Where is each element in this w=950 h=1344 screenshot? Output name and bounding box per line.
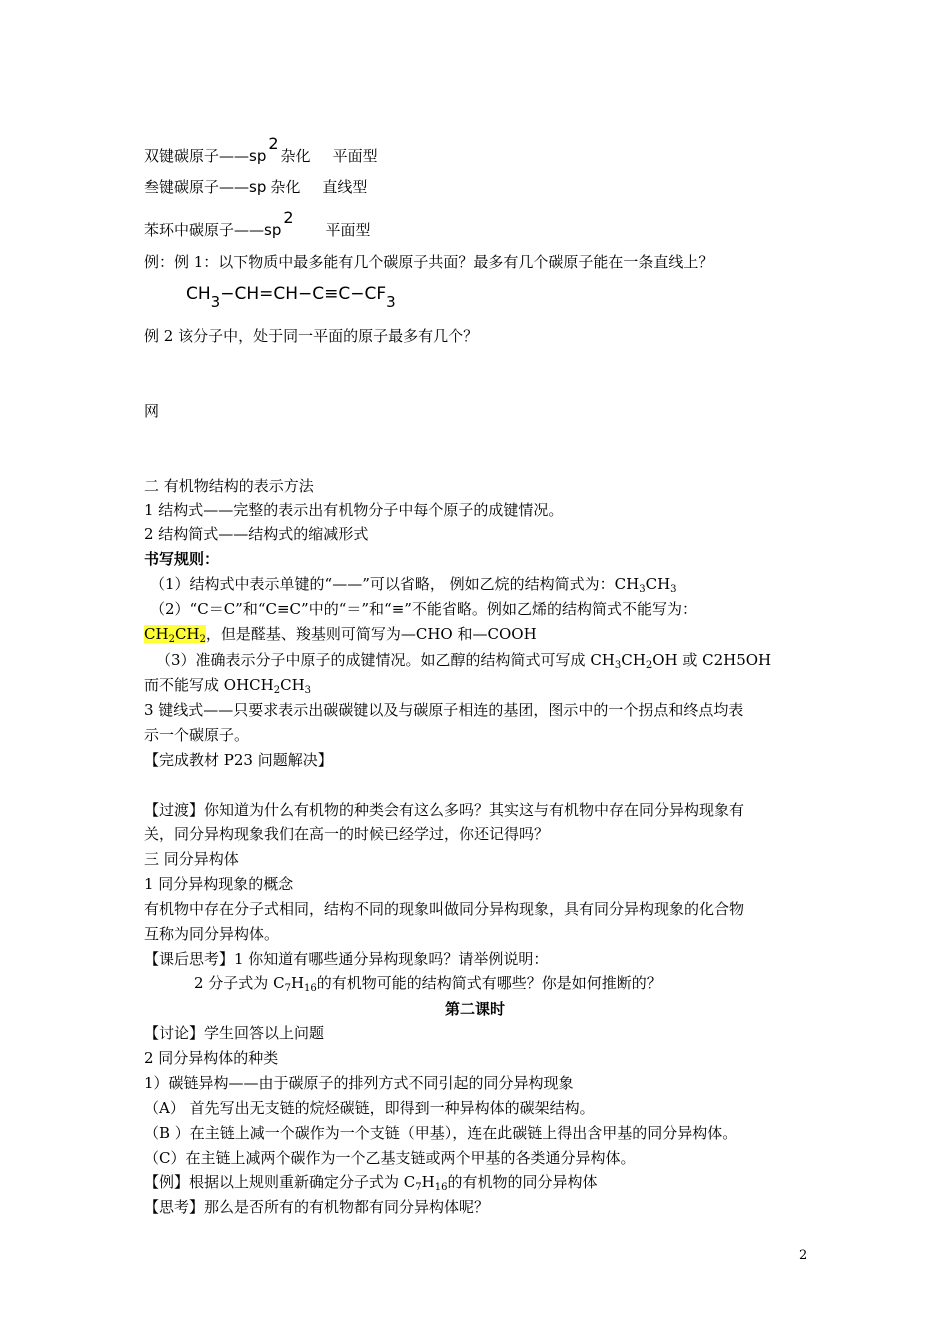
subscript: 3	[304, 685, 312, 696]
text: 的有机物的同分异构体	[447, 1173, 598, 1191]
text: sp	[249, 147, 267, 165]
highlighted-formula	[144, 625, 206, 643]
line-double-bond-carbon	[144, 134, 378, 166]
discussion: 【讨论】学生回答以上问题	[144, 1024, 325, 1042]
stray-char: 网	[144, 402, 160, 420]
text: 平面型	[325, 221, 371, 239]
rule-1	[150, 574, 677, 600]
line-benzene-carbon	[144, 208, 371, 240]
text: 的有机物可能的结构简式有哪些？你是如何推断的？	[316, 974, 662, 992]
after-class-question-2	[194, 973, 662, 999]
text: 平面型	[332, 147, 378, 165]
line-triple-bond-carbon	[144, 177, 367, 197]
text: H	[290, 974, 305, 992]
subscript: 3	[210, 293, 221, 311]
isomerism-definition-cont: 互称为同分异构体。	[144, 925, 280, 943]
subscript: 7	[284, 983, 291, 994]
subscript: 3	[670, 584, 677, 595]
text: ，但是醛基、羧基则可简写为—CHO 和—COOH	[205, 625, 537, 643]
subscript: 7	[415, 1182, 422, 1193]
text: H	[421, 1173, 435, 1191]
superscript: 2	[268, 134, 279, 153]
subscript: 16	[304, 983, 317, 994]
subscript: 2	[168, 634, 175, 645]
text: CH	[174, 625, 200, 643]
text: OH 或 C2H5OH	[652, 651, 772, 669]
text: （1）结构式中表示单键的“——”可以省略， 例如乙烷的结构简式为：CH	[150, 575, 640, 593]
text: 叁键碳原子——	[144, 178, 250, 196]
condensed-formula-def: 2 结构简式——结构式的缩减形式	[144, 525, 369, 543]
subscript: 3	[386, 293, 396, 311]
after-class-question-1: 【课后思考】1 你知道有哪些通分异构现象吗？请举例说明：	[144, 950, 549, 968]
step-b: （B ）在主链上减一个碳作为一个支链（甲基），连在此碳链上得出含甲基的同分异构体。	[144, 1124, 738, 1142]
page-number: 2	[799, 1248, 808, 1263]
subscript: 16	[434, 1182, 448, 1193]
text: 【例】根据以上规则重新确定分子式为 C	[144, 1173, 416, 1191]
step-c: （C）在主链上减两个碳作为一个乙基支链或两个甲基的各类通分异构体。	[144, 1149, 636, 1167]
text: 苯环中碳原子——	[144, 221, 265, 239]
section-heading-2: 二 有机物结构的表示方法	[144, 477, 314, 495]
step-a: （A） 首先写出无支链的烷烃碳链，即得到一种异构体的碳架结构。	[144, 1099, 595, 1117]
text: sp	[249, 178, 267, 196]
text: CH	[621, 651, 646, 669]
text: （3）准确表示分子中原子的成键情况。如乙醇的结构简式可写成 CH	[156, 651, 615, 669]
text: sp	[264, 221, 282, 239]
text: CH	[645, 575, 671, 593]
text: 直线型	[322, 178, 368, 196]
subscript: 3	[639, 584, 646, 595]
second-lesson-heading: 第二课时	[444, 1000, 505, 1018]
example-1-question: 例：例 1：以下物质中最多能有几个碳原子共面？最多有几个碳原子能在一条直线上？	[144, 253, 714, 271]
rule-2-continued	[144, 624, 537, 650]
transition-paragraph-cont: 关，同分异构现象我们在高一的时候已经学过，你还记得吗？	[144, 825, 550, 843]
text: 2 分子式为 C	[194, 974, 285, 992]
isomerism-concept-heading: 1 同分异构现象的概念	[144, 875, 294, 893]
text: 杂化	[270, 178, 301, 196]
text: CH	[280, 676, 305, 694]
subscript: 2	[273, 685, 281, 696]
text: 双键碳原子——	[144, 147, 250, 165]
text: 杂化	[280, 147, 311, 165]
rule-2: （2）“C＝C”和“C≡C”中的“＝”和“≡”不能省略。例如乙烯的结构简式不能写为：	[150, 600, 697, 618]
transition-paragraph: 【过渡】你知道为什么有机物的种类会有这么多吗？其实这与有机物中存在同分异构现象有	[144, 801, 745, 819]
example-c7h16	[144, 1172, 597, 1198]
isomer-types-heading: 2 同分异构体的种类	[144, 1049, 279, 1067]
chain-isomerism: 1）碳链异构——由于碳原子的排列方式不同引起的同分异构现象	[144, 1074, 574, 1092]
structural-formula-def: 1 结构式——完整的表示出有机物分子中每个原子的成键情况。	[144, 501, 564, 519]
subscript: 3	[614, 660, 622, 671]
example-2-question: 例 2 该分子中，处于同一平面的原子最多有几个？	[144, 327, 479, 345]
rule-3-continued	[144, 675, 311, 701]
subscript: 2	[199, 634, 206, 645]
structural-formula	[186, 284, 396, 312]
text: −CH=CH−C≡C−CF	[220, 284, 387, 304]
text: CH	[144, 625, 169, 643]
skeletal-formula-def: 3 键线式——只要求表示出碳碳键以及与碳原子相连的基团，图示中的一个拐点和终点均表	[144, 701, 744, 719]
section-heading-3: 三 同分异构体	[144, 850, 239, 868]
rule-3	[156, 650, 771, 676]
thinking-question: 【思考】那么是否所有的有机物都有同分异构体呢？	[144, 1198, 490, 1216]
skeletal-formula-def-cont: 示一个碳原子。	[144, 726, 250, 744]
textbook-task: 【完成教材 P23 问题解决】	[144, 751, 333, 769]
text: 而不能写成 OHCH	[144, 676, 274, 694]
text: CH	[186, 284, 211, 304]
writing-rules-heading: 书写规则：	[144, 550, 220, 568]
subscript: 2	[645, 660, 653, 671]
isomerism-definition: 有机物中存在分子式相同，结构不同的现象叫做同分异构现象，具有同分异构现象的化合物	[144, 900, 745, 918]
superscript: 2	[283, 208, 294, 227]
